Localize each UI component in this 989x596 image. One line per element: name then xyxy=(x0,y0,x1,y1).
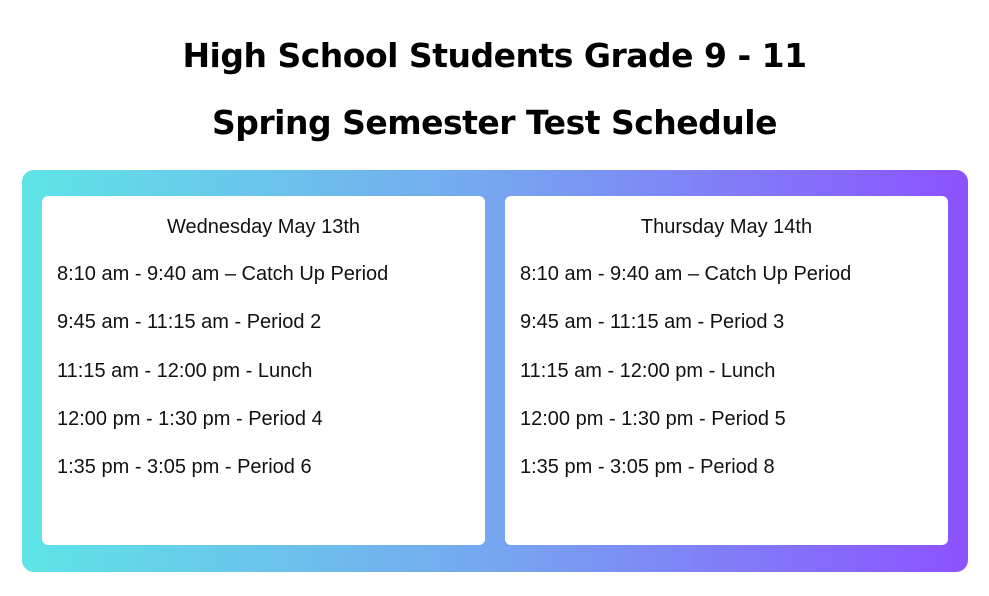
page-subtitle: Spring Semester Test Schedule xyxy=(212,103,777,142)
schedule-entry: 8:10 am - 9:40 am – Catch Up Period xyxy=(57,263,389,285)
day-card-thursday xyxy=(505,196,948,545)
page-title: High School Students Grade 9 - 11 xyxy=(182,36,807,75)
schedule-entry: 9:45 am - 11:15 am - Period 2 xyxy=(57,311,322,333)
schedule-entry: 12:00 pm - 1:30 pm - Period 5 xyxy=(520,408,786,430)
schedule-entry: 9:45 am - 11:15 am - Period 3 xyxy=(520,311,785,333)
schedule-entry: 1:35 pm - 3:05 pm - Period 6 xyxy=(57,456,312,478)
day-card-wednesday xyxy=(42,196,485,545)
schedule-panel xyxy=(22,170,968,572)
schedule-entry: 1:35 pm - 3:05 pm - Period 8 xyxy=(520,456,775,478)
schedule-entry: 12:00 pm - 1:30 pm - Period 4 xyxy=(57,408,323,430)
schedule-entry: 11:15 am - 12:00 pm - Lunch xyxy=(57,360,313,382)
day-heading: Thursday May 14th xyxy=(640,216,813,238)
schedule-entry: 8:10 am - 9:40 am – Catch Up Period xyxy=(520,263,852,285)
schedule-entry: 11:15 am - 12:00 pm - Lunch xyxy=(520,360,776,382)
day-heading: Wednesday May 13th xyxy=(166,216,361,238)
